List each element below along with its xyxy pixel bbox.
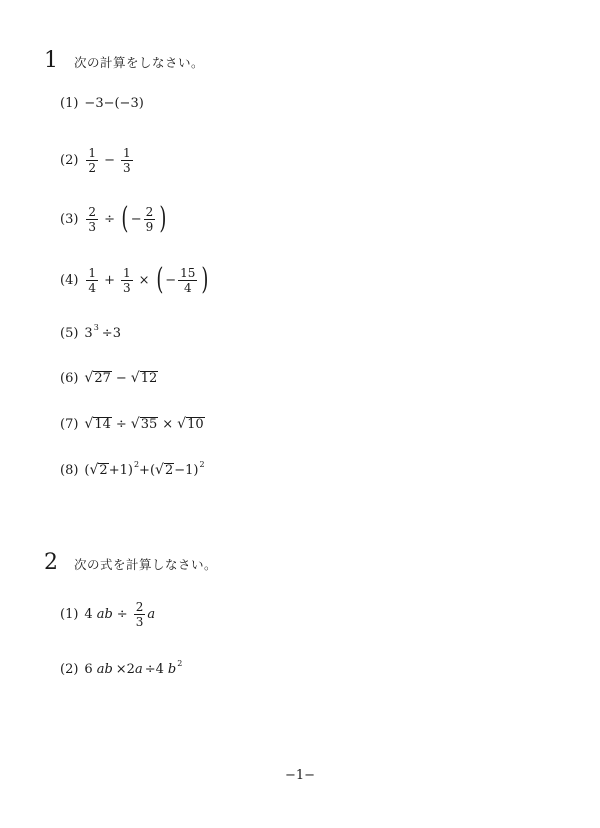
problem-number: (4): [60, 272, 79, 288]
operator: ×: [162, 416, 174, 432]
operator: −: [104, 153, 115, 168]
problem-expression: [84, 262, 211, 297]
coefficient: 6: [84, 662, 93, 677]
operator: +: [104, 272, 115, 288]
numerator: 1: [122, 146, 131, 160]
variable: b: [167, 662, 177, 677]
denominator: 3: [135, 615, 144, 629]
section-1-number: 1: [44, 48, 58, 73]
problem-expression: [84, 323, 121, 341]
numerator: 2: [145, 204, 154, 219]
numerator: 1: [88, 146, 97, 160]
left-paren: (: [121, 201, 129, 236]
problem-expression: [84, 659, 183, 677]
problem-number: (3): [60, 211, 79, 227]
fraction: [144, 205, 156, 234]
problem-expression: [84, 201, 169, 236]
problem-1-1: [60, 96, 144, 111]
page-number: −1−: [284, 768, 316, 783]
operator: ×: [138, 272, 150, 288]
power-base: 3: [84, 326, 93, 341]
expression-rest: ÷3: [101, 326, 121, 341]
variables: ab: [96, 607, 113, 622]
denominator: 2: [88, 161, 97, 175]
negative-sign: −: [130, 211, 142, 227]
problem-1-5: [60, 323, 121, 341]
radicand: 2: [99, 463, 108, 478]
radicand: 35: [140, 417, 158, 432]
problem-number: (5): [60, 326, 79, 341]
exponent: 3: [93, 323, 99, 332]
radicand: 14: [94, 417, 111, 432]
coefficient: 4: [84, 607, 93, 622]
square-root: √ 27: [84, 370, 111, 386]
problem-expression: [84, 600, 155, 629]
section-2-number: 2: [44, 550, 58, 575]
problem-expression: [84, 370, 158, 386]
section-1-instruction: 次の計算をしなさい。: [74, 55, 205, 70]
section-2-instruction: 次の式を計算しなさい。: [74, 557, 218, 572]
exponent: 2: [199, 459, 205, 469]
negative-sign: −: [165, 272, 177, 288]
fraction: [121, 266, 133, 295]
radicand: 10: [187, 417, 204, 432]
denominator: 9: [145, 219, 154, 234]
operator: ÷: [115, 416, 127, 432]
radicand: 2: [164, 463, 174, 478]
square-root: √ 14: [84, 416, 111, 432]
operator: ÷: [116, 607, 128, 622]
radicand: 27: [94, 371, 111, 386]
section-1-header: [44, 48, 204, 73]
operator: ÷: [104, 211, 115, 227]
fraction: [86, 205, 98, 234]
denominator: 3: [122, 161, 131, 175]
denominator: 4: [88, 280, 97, 295]
numerator: 1: [122, 265, 131, 280]
problem-number: (1): [60, 607, 79, 622]
problem-1-7: [60, 416, 205, 432]
problem-number: (2): [60, 662, 79, 677]
problem-number: (1): [60, 96, 79, 111]
operator: ÷4: [144, 662, 164, 677]
fraction: [121, 146, 133, 175]
problem-expression: [84, 416, 204, 432]
problem-1-2: [60, 146, 135, 175]
problem-number: (7): [60, 416, 79, 432]
denominator: 3: [88, 219, 97, 234]
problem-number: (6): [60, 370, 79, 386]
right-paren: ): [201, 262, 209, 297]
fraction: [134, 600, 146, 629]
square-root: √ 35: [130, 416, 158, 432]
numerator: 2: [88, 204, 97, 219]
exponent: 2: [177, 659, 183, 668]
numerator: 2: [135, 600, 144, 614]
fraction: [86, 146, 98, 175]
problem-1-3: [60, 201, 169, 236]
operator: ×2: [115, 662, 135, 677]
expression-part: −1): [174, 462, 199, 478]
section-2-header: [44, 550, 217, 575]
square-root: √ 2: [155, 462, 174, 478]
problem-1-8: [60, 459, 205, 478]
variables: ab: [96, 662, 113, 677]
radicand: 12: [140, 371, 158, 386]
fraction: [86, 266, 98, 295]
problem-number: (2): [60, 153, 79, 168]
left-paren: (: [84, 462, 90, 478]
problem-number: (8): [60, 462, 79, 478]
square-root: √ 10: [177, 416, 204, 432]
operator: −: [115, 370, 127, 386]
expression-part: +1): [108, 462, 133, 478]
problem-1-4: [60, 262, 211, 297]
left-paren: (: [155, 262, 163, 297]
right-paren: ): [159, 201, 167, 236]
square-root: √ 12: [130, 370, 158, 386]
problem-expression: −3−(−3): [84, 96, 144, 111]
variable: a: [147, 607, 156, 622]
numerator: 1: [88, 265, 97, 280]
square-root: √ 2: [89, 462, 108, 478]
problem-1-6: [60, 370, 158, 386]
problem-2-1: [60, 600, 155, 629]
numerator: 15: [180, 265, 196, 280]
exponent: 2: [133, 459, 140, 469]
denominator: 3: [122, 280, 131, 295]
variable: a: [134, 662, 143, 677]
denominator: 4: [183, 280, 192, 295]
problem-2-2: [60, 659, 183, 677]
fraction: [178, 266, 197, 295]
expression-part: +(: [139, 462, 156, 478]
problem-expression: [84, 146, 134, 175]
problem-expression: [84, 459, 205, 478]
